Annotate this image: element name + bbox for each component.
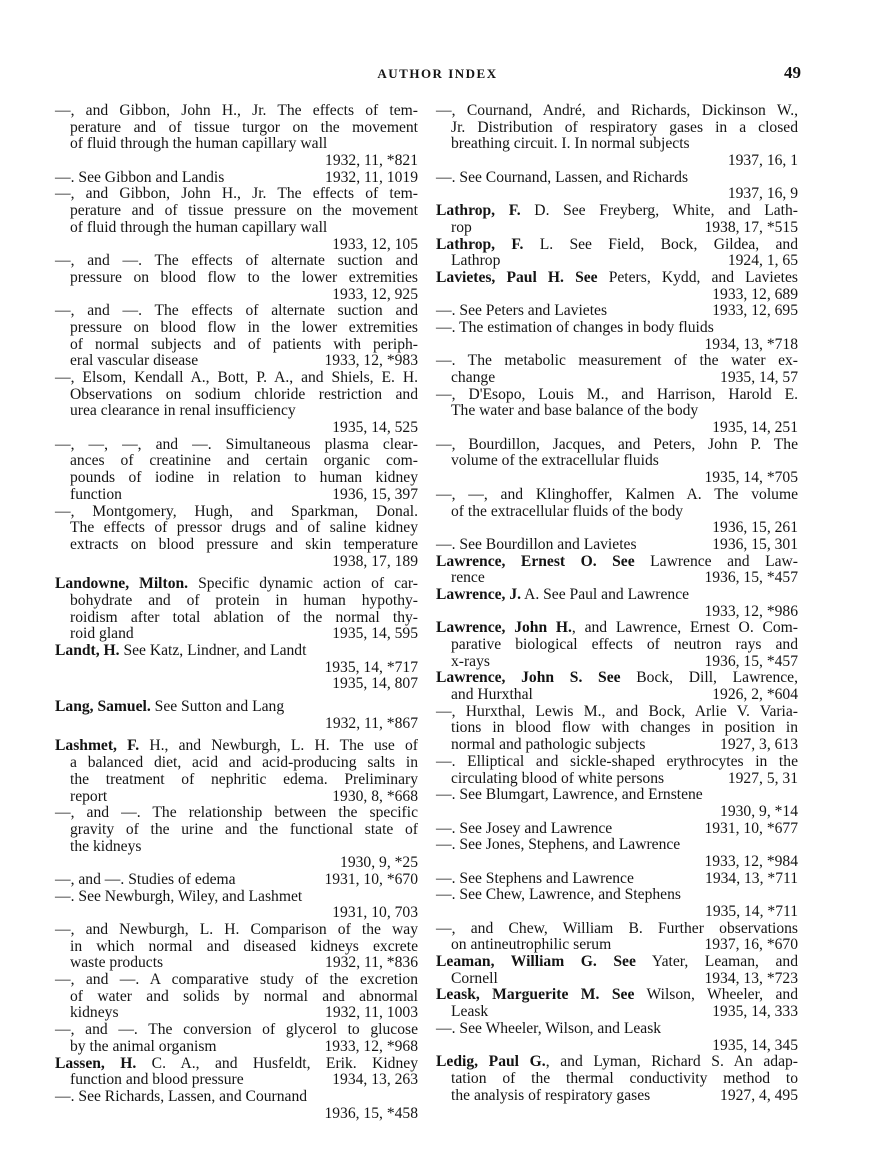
entry-line: ances of creatinine and certain organic com- (70, 452, 418, 470)
citation: 1935, 14, 807 (332, 675, 418, 693)
index-entry (55, 805, 418, 872)
entry-line: Lang, Samuel. See Sutton and Lang (55, 698, 285, 716)
entry-line: —. See Bourdillon and Lavietes (436, 535, 637, 553)
entry-line: Cornell (451, 969, 498, 987)
index-entry (436, 1021, 798, 1054)
entry-line: change (451, 369, 496, 386)
entry-line: —. See Stephens and Lawrence (436, 869, 634, 887)
entry-line: Lawrence, John H., and Lawrence, Ernest O. Com- (436, 619, 798, 637)
citation: 1933, 12, *968 (324, 1037, 418, 1055)
entry-line: Landowne, Milton. Specific dynamic action of car- (55, 575, 419, 593)
entry-line: Lathrop, F. D. See Freyberg, White, and Lath- (436, 202, 798, 220)
entry-line: normal and pathologic subjects (451, 736, 646, 754)
entry-line: —, Cournand, André, and Richards, Dickinson W., (436, 102, 798, 119)
entry-line: —, and —. The relationship between the specific (55, 804, 418, 822)
page-header (0, 63, 875, 86)
index-entry (55, 370, 418, 437)
entry-line: Lassen, H. C. A., and Husfeldt, Erik. Kidney (55, 1054, 418, 1072)
index-entry (436, 887, 798, 920)
citation: 1936, 15, 397 (332, 485, 418, 503)
entry-line: roid gland (70, 625, 134, 643)
entry-line: and Hurxthal (451, 686, 533, 704)
entry-line: Lavietes, Paul H. See Peters, Kydd, and Lavietes (436, 268, 798, 286)
index-entry (436, 320, 798, 353)
entry-line: the analysis of respiratory gases (451, 1086, 651, 1104)
entry-line: bohydrate and of protein in human hypothy- (70, 591, 418, 609)
index-entry (55, 643, 418, 693)
entry-line: The effects of pressor drugs and of saline kidney (70, 519, 418, 537)
entry-line: of the extracellular fluids of the body (451, 502, 684, 520)
entry-line: urea clearance in renal insufficiency (70, 402, 296, 420)
entry-line: —. See Blumgart, Lawrence, and Ernstene (436, 786, 703, 804)
index-entry (436, 987, 798, 1020)
citation: 1932, 11, *821 (325, 152, 418, 170)
entry-line: perature and of tissue pressure on the movement (70, 202, 418, 220)
citation: 1935, 14, *705 (704, 469, 798, 487)
citation: 1931, 10, 703 (332, 904, 418, 922)
citation: 1933, 12, 925 (332, 285, 418, 303)
entry-line: —. See Chew, Lawrence, and Stephens (436, 886, 681, 904)
entry-line: Observations on sodium chloride restriction and (70, 385, 418, 403)
entry-line: Lathrop, F. L. See Field, Bock, Gildea, and (436, 235, 798, 253)
entry-line: waste products (70, 954, 164, 972)
index-entry (436, 670, 798, 703)
index-entry (55, 1022, 418, 1055)
entry-line: —. The estimation of changes in body fluids (436, 318, 714, 336)
index-entry (55, 576, 418, 643)
index-entry (436, 303, 798, 320)
entry-line: function and blood pressure (70, 1071, 244, 1089)
citation: 1927, 3, 613 (720, 736, 798, 754)
index-entry (436, 954, 798, 987)
citation: 1935, 14, *717 (324, 658, 418, 676)
index-entry (436, 871, 798, 888)
entry-line: —. See Richards, Lassen, and Cournand (55, 1087, 308, 1105)
citation: 1933, 12, 105 (332, 235, 418, 253)
entry-line: tions in blood flow with changes in position in (451, 719, 798, 737)
entry-line: of fluid through the human capillary wall (70, 218, 328, 236)
entry-line: the treatment of nephritic edema. Preliminary (70, 770, 418, 788)
citation: 1935, 14, *711 (705, 903, 798, 920)
index-entry (55, 972, 418, 1022)
entry-line: tation of the thermal conductivity method to (451, 1069, 798, 1087)
entry-line: —, and —. A comparative study of the excretion (55, 971, 418, 989)
citation: 1932, 11, 1019 (325, 168, 418, 186)
entry-line: —, —, and Klinghoffer, Kalmen A. The volume (436, 485, 798, 503)
index-entry (55, 1089, 418, 1122)
entry-line: rence (451, 569, 485, 587)
index-entry (55, 872, 418, 889)
entry-line: the kidneys (70, 837, 142, 855)
entry-line: gravity of the urine and the functional state of (70, 820, 418, 838)
citation: 1933, 12, 689 (712, 285, 798, 303)
entry-line: —. See Newburgh, Wiley, and Lashmet (55, 887, 303, 905)
citation: 1934, 13, *718 (704, 335, 798, 353)
index-entry (55, 1056, 418, 1089)
index-entry (436, 837, 798, 870)
citation: 1933, 12, 695 (712, 302, 798, 320)
entry-line: —, and —. The conversion of glycerol to glucose (55, 1021, 418, 1039)
citation: 1931, 10, *677 (704, 819, 798, 837)
index-entry (55, 738, 418, 805)
entry-line: —, Elsom, Kendall A., Bott, P. A., and Shiels, E. H. (55, 369, 418, 386)
citation: 1935, 14, 333 (712, 1003, 798, 1021)
index-entry (436, 787, 798, 820)
entry-line: Landt, H. See Katz, Lindner, and Landt (55, 642, 307, 659)
entry-line: Ledig, Paul G., and Lyman, Richard S. An adap- (436, 1053, 798, 1071)
entry-line: —. See Jones, Stephens, and Lawrence (436, 836, 681, 854)
citation: 1937, 16, 1 (727, 152, 798, 170)
citation: 1935, 14, 251 (712, 419, 798, 437)
citation: 1926, 2, *604 (712, 686, 798, 704)
entry-line: a balanced diet, acid and acid-producing salts in (70, 754, 418, 772)
citation: 1936, 15, 261 (712, 519, 798, 537)
entry-line: pressure on blood flow in the lower extremities (70, 318, 418, 336)
entry-line: —, —, —, and —. Simultaneous plasma clear- (55, 435, 418, 453)
index-entry (436, 587, 798, 620)
entry-line: —. See Josey and Lawrence (436, 819, 613, 837)
entry-line: —. See Gibbon and Landis (55, 168, 225, 186)
entry-line: —. The metabolic measurement of the water ex- (436, 352, 798, 370)
index-entry (436, 554, 798, 587)
entry-line: —. See Cournand, Lassen, and Richards (436, 168, 689, 186)
index-entry (436, 821, 798, 838)
citation: 1932, 11, 1003 (325, 1004, 418, 1022)
entry-line: roidism after total ablation of the normal thy- (70, 608, 418, 626)
index-column-left (55, 103, 418, 1122)
page-number: 49 (784, 63, 801, 82)
running-title: AUTHOR INDEX (377, 66, 498, 81)
citation: 1930, 9, *25 (340, 854, 418, 872)
citation: 1927, 4, 495 (720, 1086, 798, 1104)
entry-line: x-rays (451, 652, 490, 670)
index-entry (55, 103, 418, 170)
citation: 1930, 9, *14 (720, 802, 798, 820)
index-entry (55, 504, 418, 571)
entry-line: The water and base balance of the body (451, 402, 699, 420)
citation: 1933, 12, *986 (704, 602, 798, 620)
entry-line: Leask (451, 1003, 489, 1021)
index-entry (55, 170, 418, 187)
index-entry (436, 1054, 798, 1104)
index-entry (55, 303, 418, 370)
index-entry (55, 889, 418, 922)
index-entry (436, 270, 798, 303)
entry-line: —, Hurxthal, Lewis M., and Bock, Arlie V. Varia- (436, 702, 798, 720)
entry-line: of normal subjects and of patients with periph- (70, 335, 418, 353)
entry-line: —, and —. The effects of alternate suction and (55, 252, 418, 270)
citation: 1932, 11, *867 (325, 714, 418, 732)
citation: 1930, 8, *668 (332, 787, 418, 805)
entry-line: —, Montgomery, Hugh, and Sparkman, Donal. (55, 502, 418, 520)
entry-line: on antineutrophilic serum (451, 936, 612, 954)
index-entry (55, 437, 418, 504)
index-entry (55, 253, 418, 303)
entry-line: —, and —. The effects of alternate suction and (55, 302, 418, 320)
entry-line: Leaman, William G. See Yater, Leaman, and (436, 953, 798, 971)
citation: 1936, 15, 301 (712, 535, 798, 553)
entry-line: —, D'Esopo, Louis M., and Harrison, Harold E. (436, 385, 798, 403)
citation: 1936, 15, *457 (704, 652, 798, 670)
entry-line: —. Elliptical and sickle-shaped erythrocytes in the (436, 752, 798, 770)
entry-line: of water and solids by normal and abnormal (70, 987, 418, 1005)
entry-line: —, and Gibbon, John H., Jr. The effects of tem- (55, 185, 418, 203)
citation: 1931, 10, *670 (324, 870, 418, 888)
entry-line: of fluid through the human capillary wall (70, 135, 328, 153)
entry-line: Lawrence, John S. See Bock, Dill, Lawrence, (436, 669, 798, 687)
citation: 1936, 15, *458 (324, 1104, 418, 1122)
entry-line: function (70, 485, 122, 503)
entry-line: —, and —. Studies of edema (55, 870, 236, 888)
entry-line: volume of the extracellular fluids (451, 452, 659, 470)
entry-line: —, and Gibbon, John H., Jr. The effects of tem- (55, 102, 418, 119)
citation: 1935, 14, 345 (712, 1036, 798, 1054)
citation: 1924, 1, 65 (727, 252, 798, 270)
index-entry (436, 620, 798, 670)
index-entry (436, 437, 798, 487)
index-entry (436, 704, 798, 754)
entry-line: Jr. Distribution of respiratory gases in a closed (451, 118, 798, 136)
entry-line: by the animal organism (70, 1037, 217, 1055)
index-entry (436, 921, 798, 954)
index-entry (436, 387, 798, 437)
entry-line: —. See Peters and Lavietes (436, 302, 608, 320)
index-entry (55, 699, 418, 732)
entry-line: extracts on blood pressure and skin temperature (70, 535, 418, 553)
citation: 1932, 11, *836 (325, 954, 418, 972)
index-entry (436, 203, 798, 236)
index-entry (55, 922, 418, 972)
citation: 1934, 13, *711 (705, 869, 798, 887)
entry-line: report (70, 787, 108, 805)
entry-line: in which normal and diseased kidneys excrete (70, 937, 418, 955)
citation: 1938, 17, 189 (332, 552, 418, 570)
entry-line: Leask, Marguerite M. See Wilson, Wheeler, and (436, 986, 799, 1004)
entry-line: parative biological effects of neutron rays and (451, 636, 798, 653)
index-entry (55, 186, 418, 253)
index-entry (436, 170, 798, 203)
citation: 1935, 14, 57 (720, 369, 798, 386)
citation: 1936, 15, *457 (704, 569, 798, 587)
index-entry (436, 237, 798, 270)
entry-line: Lashmet, F. H., and Newburgh, L. H. The use of (55, 737, 418, 755)
entry-line: —, and Chew, William B. Further observations (436, 919, 798, 937)
entry-line: Lawrence, J. A. See Paul and Lawrence (436, 585, 690, 603)
citation: 1937, 16, 9 (727, 185, 798, 203)
entry-line: breathing circuit. I. In normal subjects (451, 135, 690, 153)
citation: 1933, 12, *984 (704, 852, 798, 870)
citation: 1935, 14, 595 (332, 625, 418, 643)
entry-line: Lawrence, Ernest O. See Lawrence and Law- (436, 552, 798, 570)
index-entry (436, 487, 798, 537)
entry-line: —, Bourdillon, Jacques, and Peters, John P. The (436, 435, 798, 453)
entry-line: perature and of tissue turgor on the movement (70, 118, 418, 136)
entry-line: —. See Wheeler, Wilson, and Leask (436, 1019, 662, 1037)
entry-line: kidneys (70, 1004, 119, 1022)
entry-line: rop (451, 218, 472, 236)
entry-line: circulating blood of white persons (451, 769, 665, 787)
index-entry (436, 754, 798, 787)
citation: 1934, 13, 263 (332, 1071, 418, 1089)
citation: 1934, 13, *723 (704, 969, 798, 987)
entry-line: pressure on blood flow to the lower extremities (70, 268, 418, 286)
index-entry (436, 103, 798, 170)
index-entry (436, 353, 798, 386)
entry-line: —, and Newburgh, L. H. Comparison of the way (55, 921, 418, 938)
index-column-right (436, 103, 798, 1104)
entry-line: pounds of iodine in relation to human kidney (70, 469, 418, 487)
citation: 1927, 5, 31 (727, 769, 798, 787)
citation: 1933, 12, *983 (324, 352, 418, 370)
citation: 1937, 16, *670 (704, 936, 798, 954)
entry-line: Lathrop (451, 252, 501, 270)
citation: 1935, 14, 525 (332, 419, 418, 437)
citation: 1938, 17, *515 (704, 218, 798, 236)
entry-line: eral vascular disease (70, 352, 199, 370)
index-entry (436, 537, 798, 554)
